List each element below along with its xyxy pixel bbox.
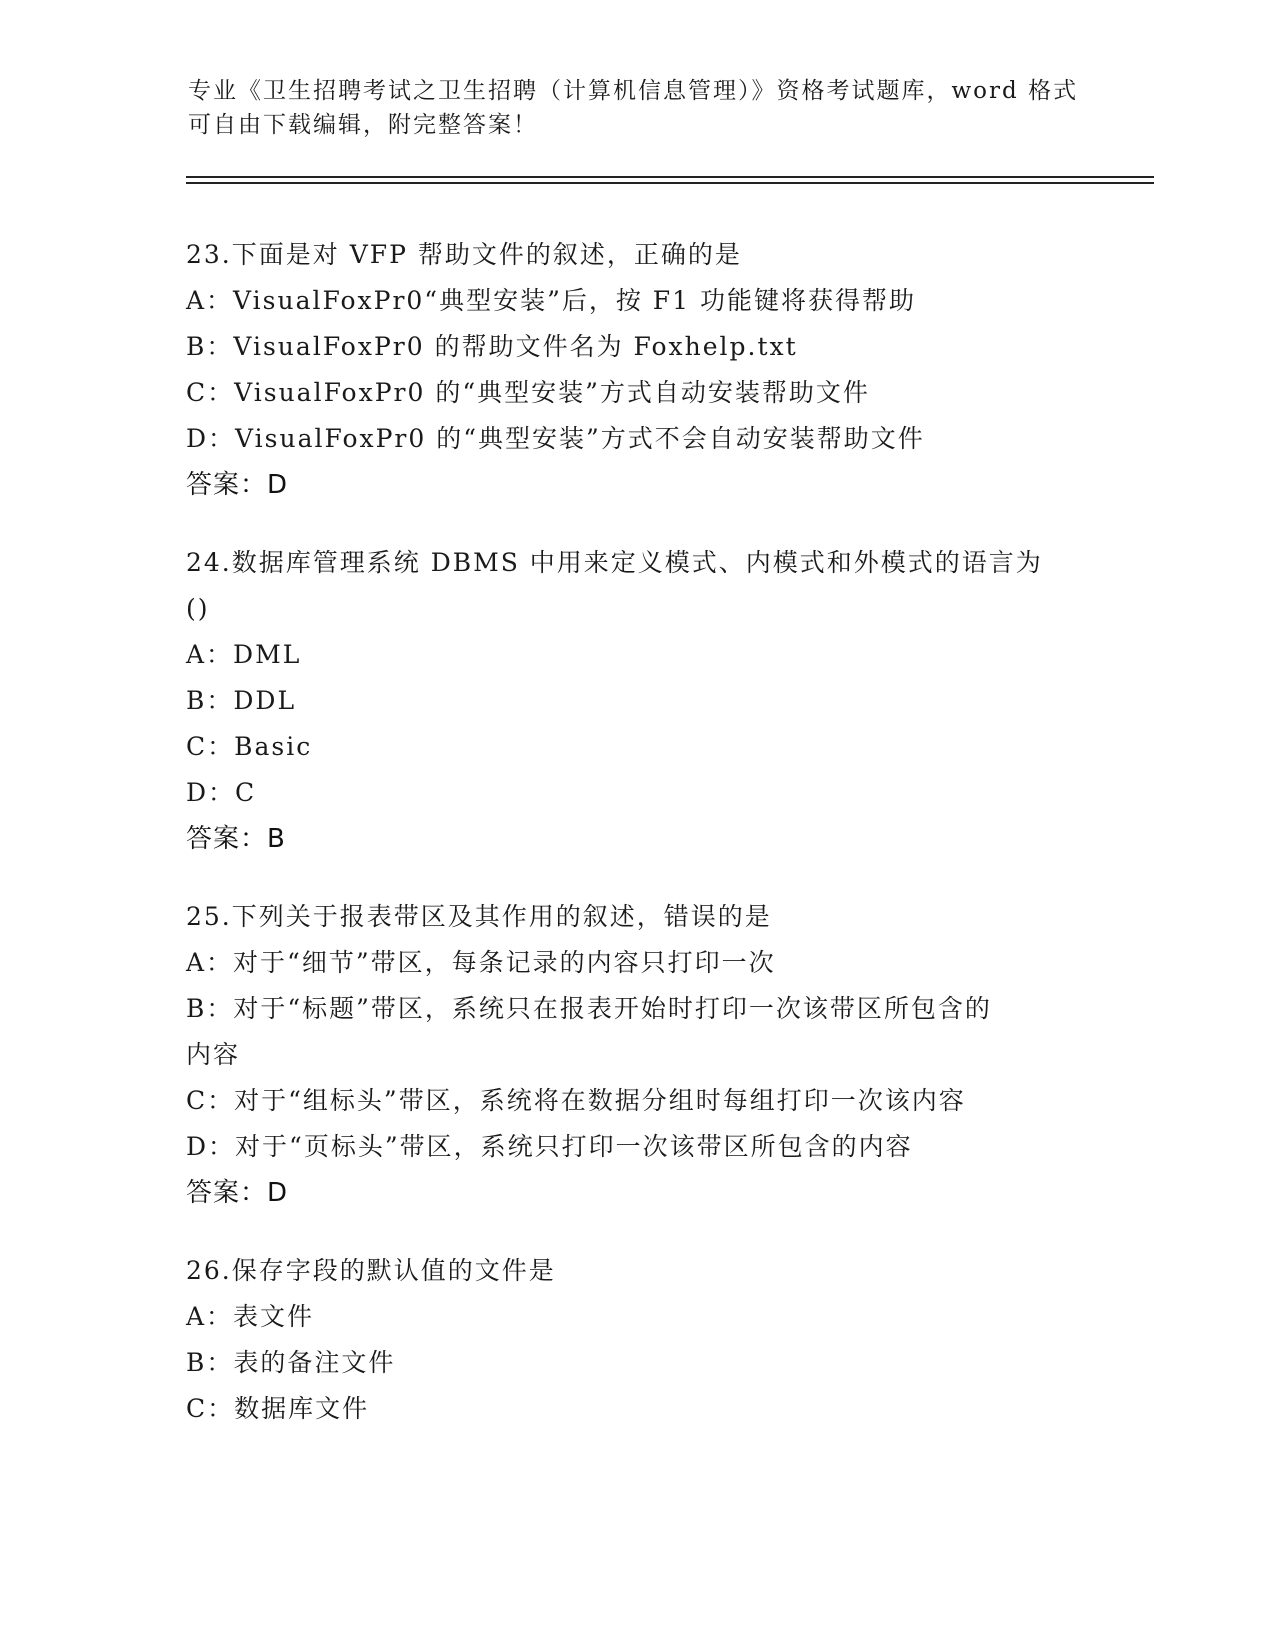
header-divider-top [186, 176, 1154, 178]
answer-label: 答案：D [186, 470, 289, 500]
question-stem: 23.下面是对 VFP 帮助文件的叙述，正确的是 [186, 240, 742, 269]
option-d: D：VisualFoxPr0 的“典型安装”方式不会自动安装帮助文件 [186, 424, 925, 453]
document-header [188, 74, 1088, 142]
header-line-2: 可自由下载编辑，附完整答案！ [188, 112, 538, 138]
option-c: C：VisualFoxPr0 的“典型安装”方式自动安装帮助文件 [186, 378, 870, 407]
header-line-1: 专业《卫生招聘考试之卫生招聘（计算机信息管理）》资格考试题库，word 格式 [188, 78, 1079, 104]
option-a: A：对于“细节”带区，每条记录的内容只打印一次 [186, 948, 776, 977]
option-d: D：C [186, 778, 257, 807]
answer-label: 答案：D [186, 1178, 289, 1208]
question-25 [186, 894, 1086, 1216]
question-stem: 25.下列关于报表带区及其作用的叙述，错误的是 [186, 902, 772, 931]
question-24 [186, 540, 1086, 862]
header-divider-bottom [186, 182, 1154, 184]
option-a: A：表文件 [186, 1302, 315, 1331]
answer-label: 答案：B [186, 824, 286, 854]
question-stem-continued: () [186, 594, 210, 623]
option-a: A：VisualFoxPr0“典型安装”后，按 F1 功能键将获得帮助 [186, 286, 917, 315]
question-stem: 26.保存字段的默认值的文件是 [186, 1256, 556, 1285]
question-stem: 24.数据库管理系统 DBMS 中用来定义模式、内模式和外模式的语言为 [186, 548, 1043, 577]
option-b: B：DDL [186, 686, 297, 715]
option-b-continued: 内容 [186, 1040, 241, 1069]
option-b: B：表的备注文件 [186, 1348, 396, 1377]
question-list [186, 232, 1086, 1464]
option-c: C：Basic [186, 732, 313, 761]
question-23 [186, 232, 1086, 508]
option-c: C：对于“组标头”带区，系统将在数据分组时每组打印一次该内容 [186, 1086, 966, 1115]
option-b: B：对于“标题”带区，系统只在报表开始时打印一次该带区所包含的 [186, 994, 992, 1023]
option-a: A：DML [186, 640, 302, 669]
option-c: C：数据库文件 [186, 1394, 370, 1423]
option-d: D：对于“页标头”带区，系统只打印一次该带区所包含的内容 [186, 1132, 913, 1161]
option-b: B：VisualFoxPr0 的帮助文件名为 Foxhelp.txt [186, 332, 798, 361]
question-26 [186, 1248, 1086, 1432]
